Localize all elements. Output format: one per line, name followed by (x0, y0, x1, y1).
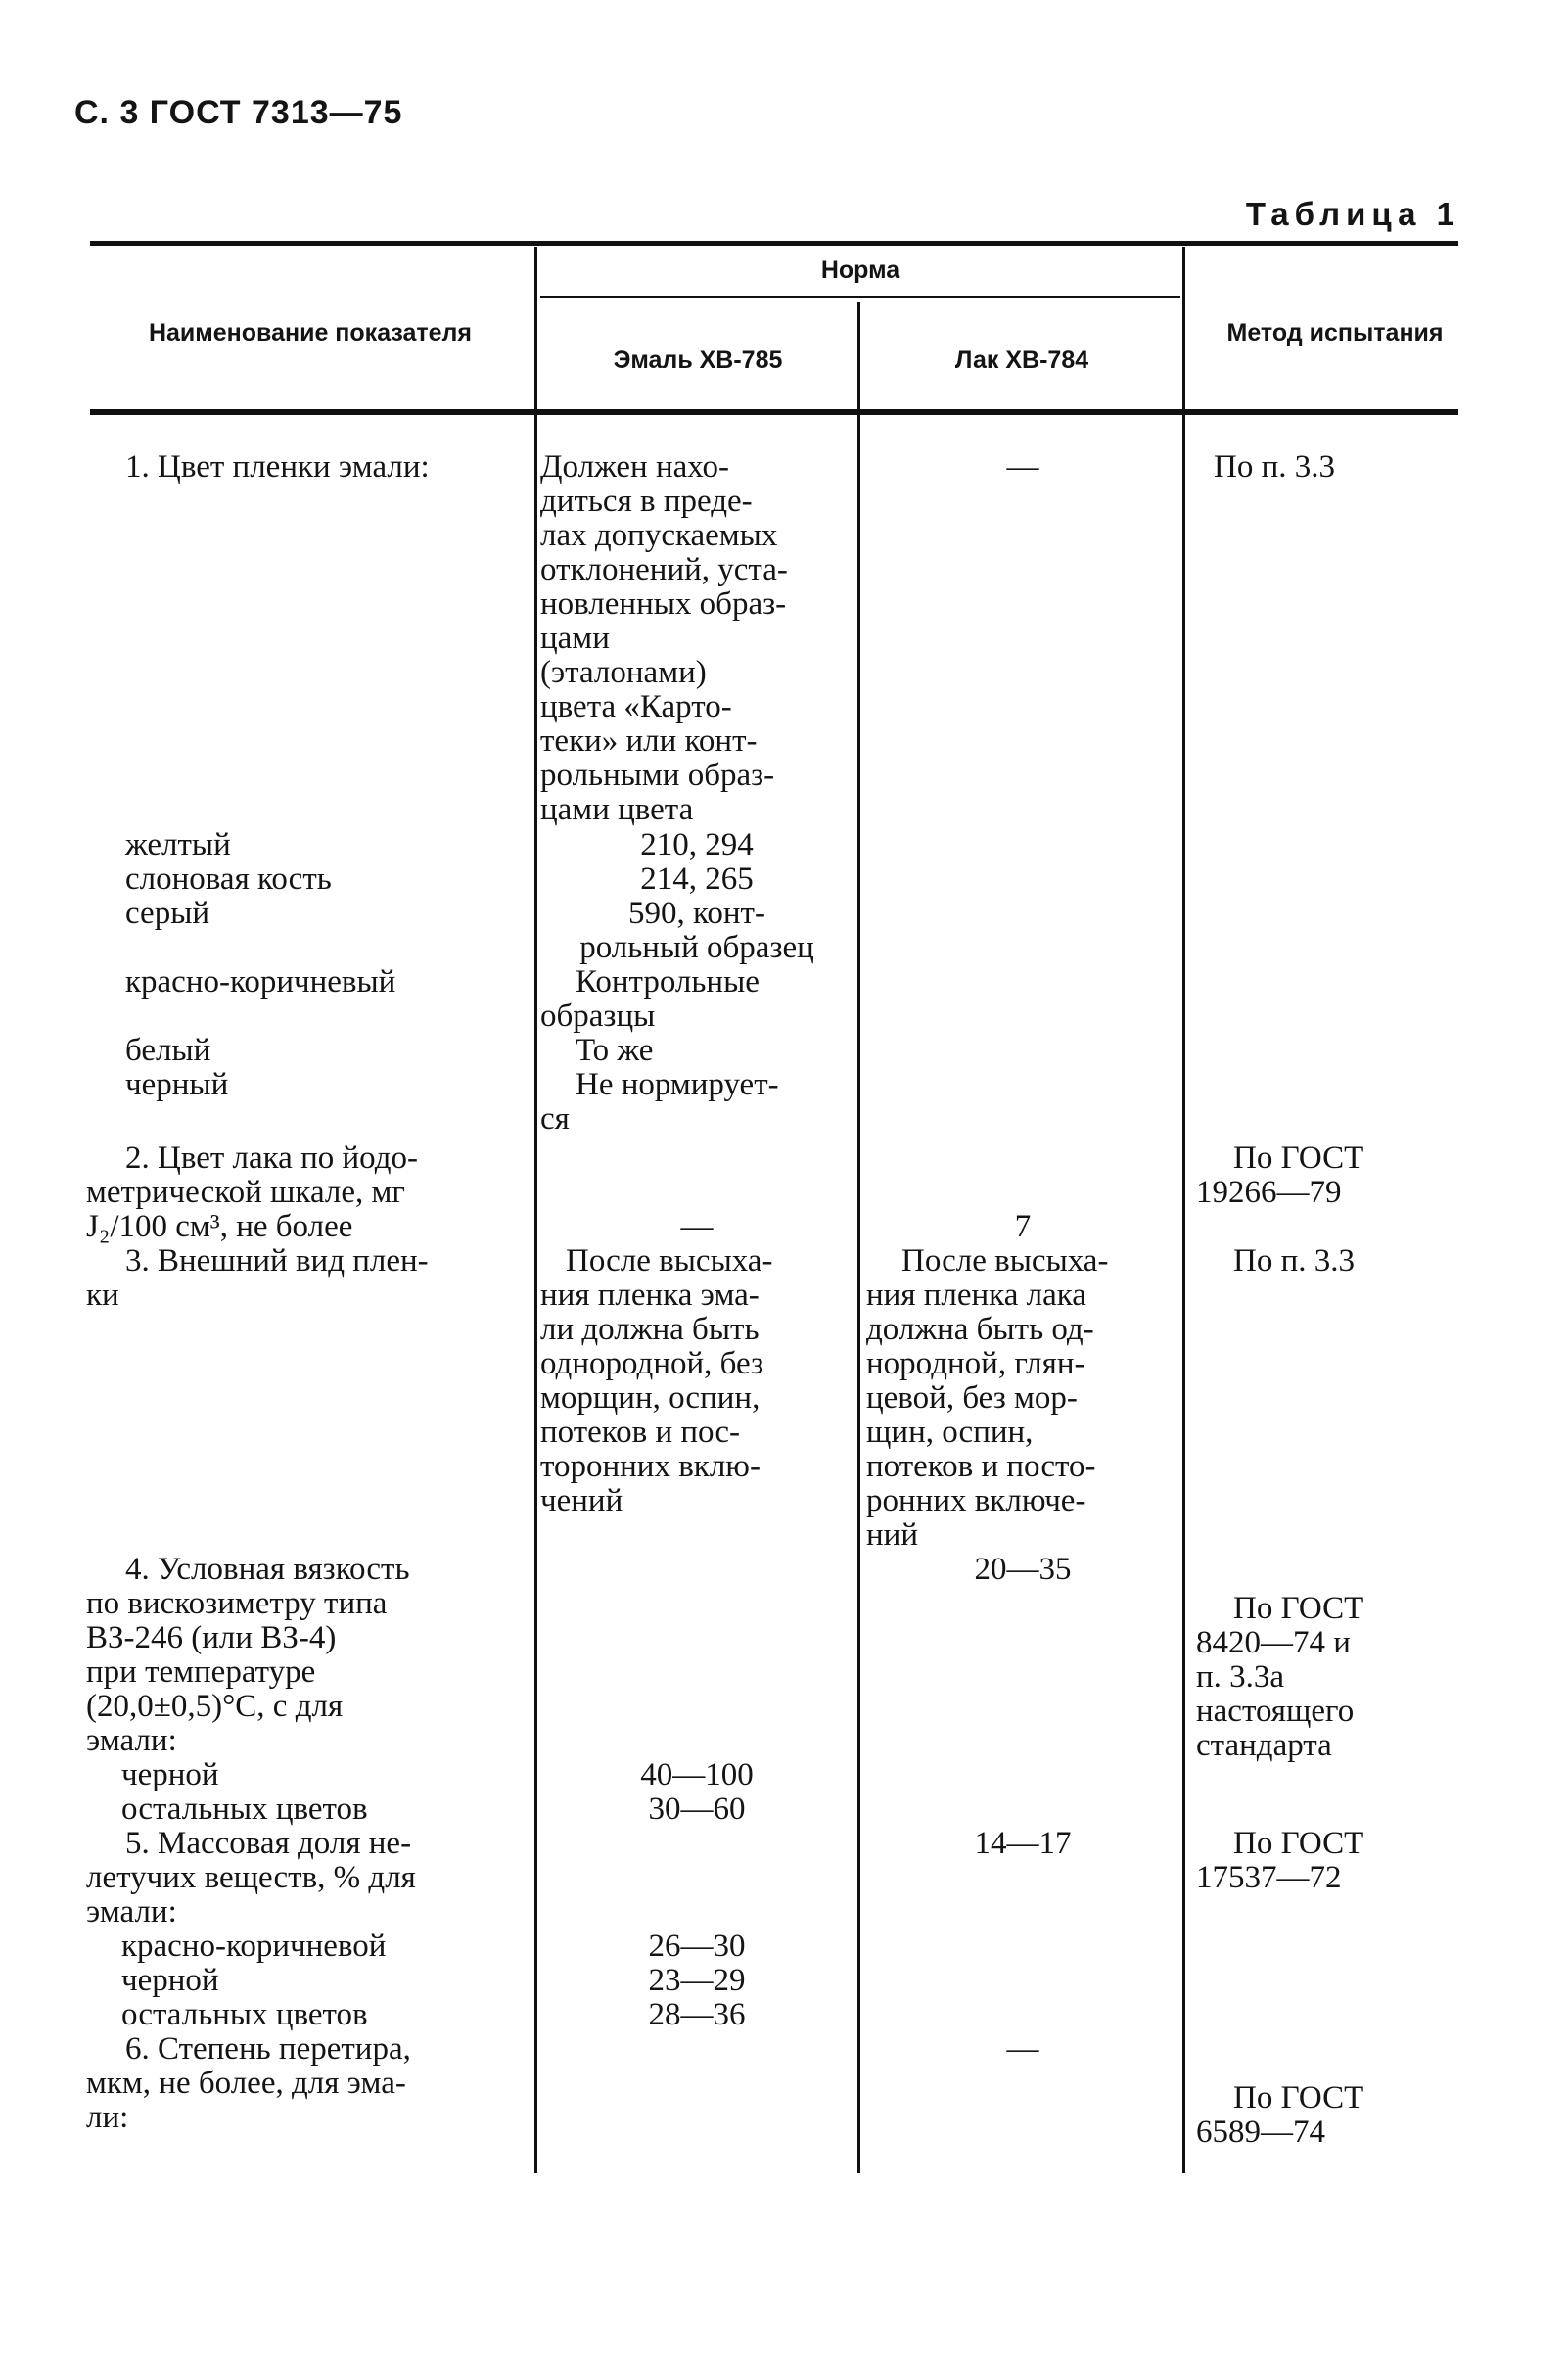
header-name: Наименование показателя (148, 319, 473, 347)
row1-sub-ivory-value: 214, 265 (640, 861, 754, 897)
row3-lacquer: После высыха- ния пленка лака должна быть од- нородной, глян- цевой, без мор- щин, оспин, потеков и посто- ронних включе- ний (866, 1243, 1109, 1553)
row1-sub-redbrown-name: красно-коричневый (125, 964, 396, 1000)
row1-sub-black-value: Не нормирует- ся (540, 1067, 779, 1137)
row1-sub-redbrown-value: Контрольные образцы (540, 964, 760, 1034)
row3-method: По п. 3.3 (1233, 1243, 1355, 1279)
row5-sub-redbrown-name: красно-коричневой (121, 1929, 387, 1964)
row1-sub-ivory-name: слоновая кость (125, 861, 332, 897)
row1-sub-yellow-value: 210, 294 (640, 827, 754, 862)
row1-sub-white-name: белый (125, 1033, 211, 1068)
row4-name: 4. Условная вязкость по вискозиметру типа ВЗ-246 (или ВЗ-4) при температуре (20,0±0,5)°С, с для эмали: (86, 1552, 410, 1758)
row5-sub-black-value: 23—29 (648, 1963, 746, 1998)
row4-sub-black-value: 40—100 (640, 1757, 754, 1792)
row2-name: 2. Цвет лака по йодо- метрической шкале, мг J₂/100 см³, не более (86, 1140, 418, 1244)
row6-method: По ГОСТ 6589—74 (1196, 2080, 1364, 2150)
header-enamel: Эмаль ХВ-785 (613, 347, 783, 374)
row1-lacquer: — (1006, 449, 1039, 485)
header-bottom-rule (90, 409, 1458, 415)
row5-sub-other-name: остальных цветов (121, 1997, 368, 2032)
row1-name: 1. Цвет пленки эмали: (125, 449, 430, 485)
row2-lacquer: 7 (1014, 1209, 1032, 1244)
table-label: Таблица 1 (1245, 196, 1460, 232)
row2-method: По ГОСТ 19266—79 (1196, 1140, 1364, 1210)
column-line-1 (534, 247, 537, 2173)
table-top-rule (90, 241, 1458, 246)
row3-name: 3. Внешний вид плен- ки (86, 1243, 429, 1313)
norm-divider-rule (540, 296, 1180, 298)
row5-name: 5. Массовая доля не- летучих веществ, % для эмали: (86, 1826, 416, 1930)
header-lacquer: Лак ХВ-784 (954, 347, 1089, 374)
row1-method: По п. 3.3 (1214, 449, 1335, 485)
row4-sub-other-name: остальных цветов (121, 1791, 368, 1827)
row5-method: По ГОСТ 17537—72 (1196, 1826, 1364, 1895)
row5-sub-black-name: черной (121, 1963, 219, 1998)
row1-enamel: Должен нахо- диться в преде- лах допускаемых отклонений, уста- новленных образ- цами (эталонами) цвета «Карто- теки» или конт- рольными образ- цами цвета (540, 449, 788, 827)
row1-sub-grey-name: серый (125, 896, 210, 931)
row4-sub-black-name: черной (121, 1757, 219, 1792)
page-header: С. 3 ГОСТ 7313—75 (74, 94, 403, 131)
row5-lacquer: 14—17 (974, 1826, 1072, 1861)
row1-sub-black-name: черный (125, 1067, 229, 1102)
row2-enamel: — (680, 1209, 714, 1244)
header-norm: Норма (820, 256, 900, 284)
column-line-3 (1182, 247, 1185, 2173)
row4-sub-other-value: 30—60 (648, 1791, 746, 1827)
row1-sub-white-value: То же (576, 1033, 654, 1068)
row6-name: 6. Степень перетира, мкм, не более, для эма- ли: (86, 2031, 411, 2135)
row1-sub-yellow-name: желтый (125, 827, 231, 862)
row5-sub-redbrown-value: 26—30 (648, 1929, 746, 1964)
header-method: Метод испытания (1226, 319, 1444, 347)
row5-sub-other-value: 28—36 (648, 1997, 746, 2032)
row4-lacquer: 20—35 (974, 1552, 1072, 1587)
row4-method: По ГОСТ 8420—74 и п. 3.3а настоящего стандарта (1196, 1591, 1364, 1763)
row1-sub-grey-value: 590, конт- рольный образец (579, 896, 814, 965)
column-line-2 (857, 302, 860, 2173)
row6-lacquer: — (1006, 2031, 1039, 2067)
row3-enamel: После высыха- ния пленка эма- ли должна быть однородной, без морщин, оспин, потеков и пос- торонних вклю- чений (540, 1243, 773, 1518)
